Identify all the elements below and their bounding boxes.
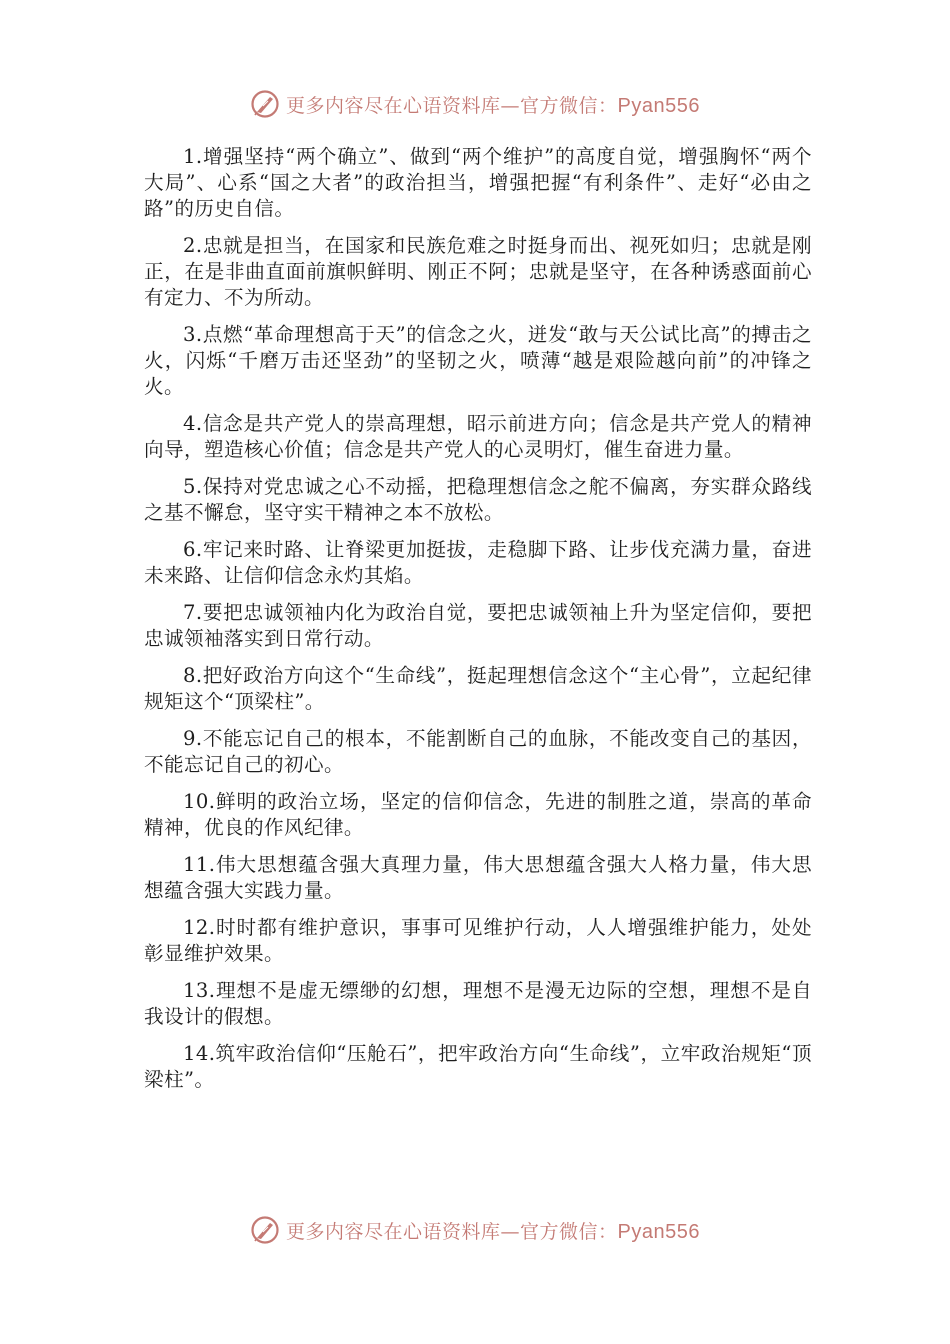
quill-pen-logo-icon xyxy=(250,89,280,119)
paragraph-8: 8.把好政治方向这个“生命线”，挺起理想信念这个“主心骨”，立起纪律规矩这个“顶梁柱”。 xyxy=(144,664,812,713)
header-wechat-id: Pyan556 xyxy=(617,94,700,117)
footer-banner-text: 更多内容尽在心语资料库—官方微信：Pyan556 xyxy=(286,1220,700,1243)
paragraph-5: 5.保持对党忠诚之心不动摇，把稳理想信念之舵不偏离，夯实群众路线之基不懈怠，坚守实干精神之本不放松。 xyxy=(144,475,812,524)
paragraph-9: 9.不能忘记自己的根本，不能割断自己的血脉，不能改变自己的基因，不能忘记自己的初心。 xyxy=(144,727,812,776)
paragraph-1: 1.增强坚持“两个确立”、做到“两个维护”的高度自觉，增强胸怀“两个大局”、心系“国之大者”的政治担当，增强把握“有利条件”、走好“必由之路”的历史自信。 xyxy=(144,145,812,220)
paragraph-4: 4.信念是共产党人的崇高理想，昭示前进方向；信念是共产党人的精神向导，塑造核心价值；信念是共产党人的心灵明灯，催生奋进力量。 xyxy=(144,412,812,461)
paragraph-7: 7.要把忠诚领袖内化为政治自觉，要把忠诚领袖上升为坚定信仰，要把忠诚领袖落实到日常行动。 xyxy=(144,601,812,650)
quill-pen-logo-icon xyxy=(250,1215,280,1245)
footer-banner xyxy=(0,1210,950,1250)
paragraph-10: 10.鲜明的政治立场，坚定的信仰信念，先进的制胜之道，崇高的革命精神，优良的作风纪律。 xyxy=(144,790,812,839)
paragraph-2: 2.忠就是担当，在国家和民族危难之时挺身而出、视死如归；忠就是刚正，在是非曲直面前旗帜鲜明、刚正不阿；忠就是坚守，在各种诱惑面前心有定力、不为所动。 xyxy=(144,234,812,309)
footer-wechat-id: Pyan556 xyxy=(617,1220,700,1243)
paragraph-3: 3.点燃“革命理想高于天”的信念之火，迸发“敢与天公试比高”的搏击之火，闪烁“千磨万击还坚劲”的坚韧之火，喷薄“越是艰险越向前”的冲锋之火。 xyxy=(144,323,812,398)
paragraph-13: 13.理想不是虚无缥缈的幻想，理想不是漫无边际的空想，理想不是自我设计的假想。 xyxy=(144,979,812,1028)
paragraph-12: 12.时时都有维护意识，事事可见维护行动，人人增强维护能力，处处彰显维护效果。 xyxy=(144,916,812,965)
document-body xyxy=(144,144,812,1104)
paragraph-6: 6.牢记来时路、让脊梁更加挺拔，走稳脚下路、让步伐充满力量，奋进未来路、让信仰信念永灼其焰。 xyxy=(144,538,812,587)
header-banner xyxy=(0,84,950,124)
paragraph-11: 11.伟大思想蕴含强大真理力量，伟大思想蕴含强大人格力量，伟大思想蕴含强大实践力量。 xyxy=(144,853,812,902)
header-banner-text: 更多内容尽在心语资料库—官方微信：Pyan556 xyxy=(286,94,700,117)
paragraph-14: 14.筑牢政治信仰“压舱石”，把牢政治方向“生命线”，立牢政治规矩“顶梁柱”。 xyxy=(144,1042,812,1091)
